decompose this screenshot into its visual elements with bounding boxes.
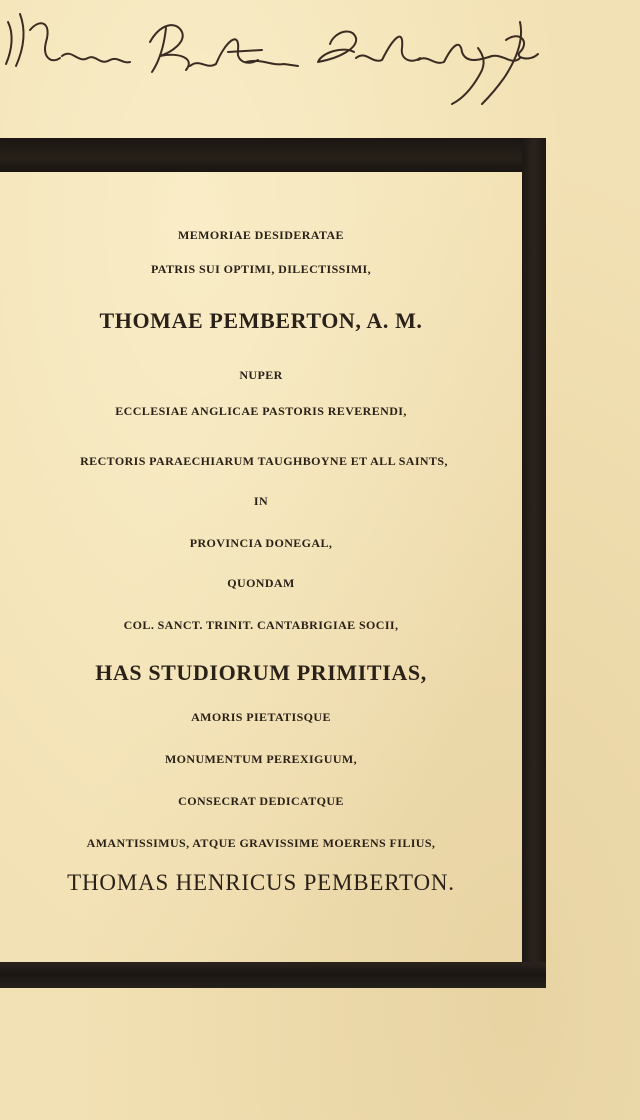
dedication-line-13: MONUMENTUM PEREXIGUUM, [164,752,358,766]
dedication-line-5: ECCLESIAE ANGLICAE PASTORIS REVERENDI, [115,404,407,418]
dedication-line-6: RECTORIS PARAECHIARUM TAUGHBOYNE ET ALL SAINTS, [80,454,448,468]
dedication-line-9: QUONDAM [227,576,295,590]
dedication-line-16: THOMAS HENRICUS PEMBERTON. [67,870,455,895]
dedication-line-4: NUPER [239,368,283,382]
mourning-border-top [0,138,546,172]
dedication-line-15: AMANTISSIMUS, ATQUE GRAVISSIME MOERENS FILIUS, [86,836,436,850]
dedication-line-12: AMORIS PIETATISQUE [191,710,331,724]
dedication-line-2: PATRIS SUI OPTIMI, DILECTISSIMI, [150,262,372,276]
dedication-line-7: IN [253,494,269,508]
dedication-line-3: THOMAE PEMBERTON, A. M. [99,308,423,333]
dedication-line-8: PROVINCIA DONEGAL, [189,536,333,550]
mourning-border-right [522,138,546,988]
dedication-line-10: COL. SANCT. TRINIT. CANTABRIGIAE SOCII, [123,618,399,632]
dedication-text [0,172,522,962]
dedication-line-1: MEMORIAE DESIDERATAE [178,228,344,242]
mourning-border-bottom [0,962,546,988]
dedication-line-11: HAS STUDIORUM PRIMITIAS, [95,660,427,685]
dedication-line-14: CONSECRAT DEDICATQUE [178,794,344,808]
handwritten-signature [0,0,640,140]
